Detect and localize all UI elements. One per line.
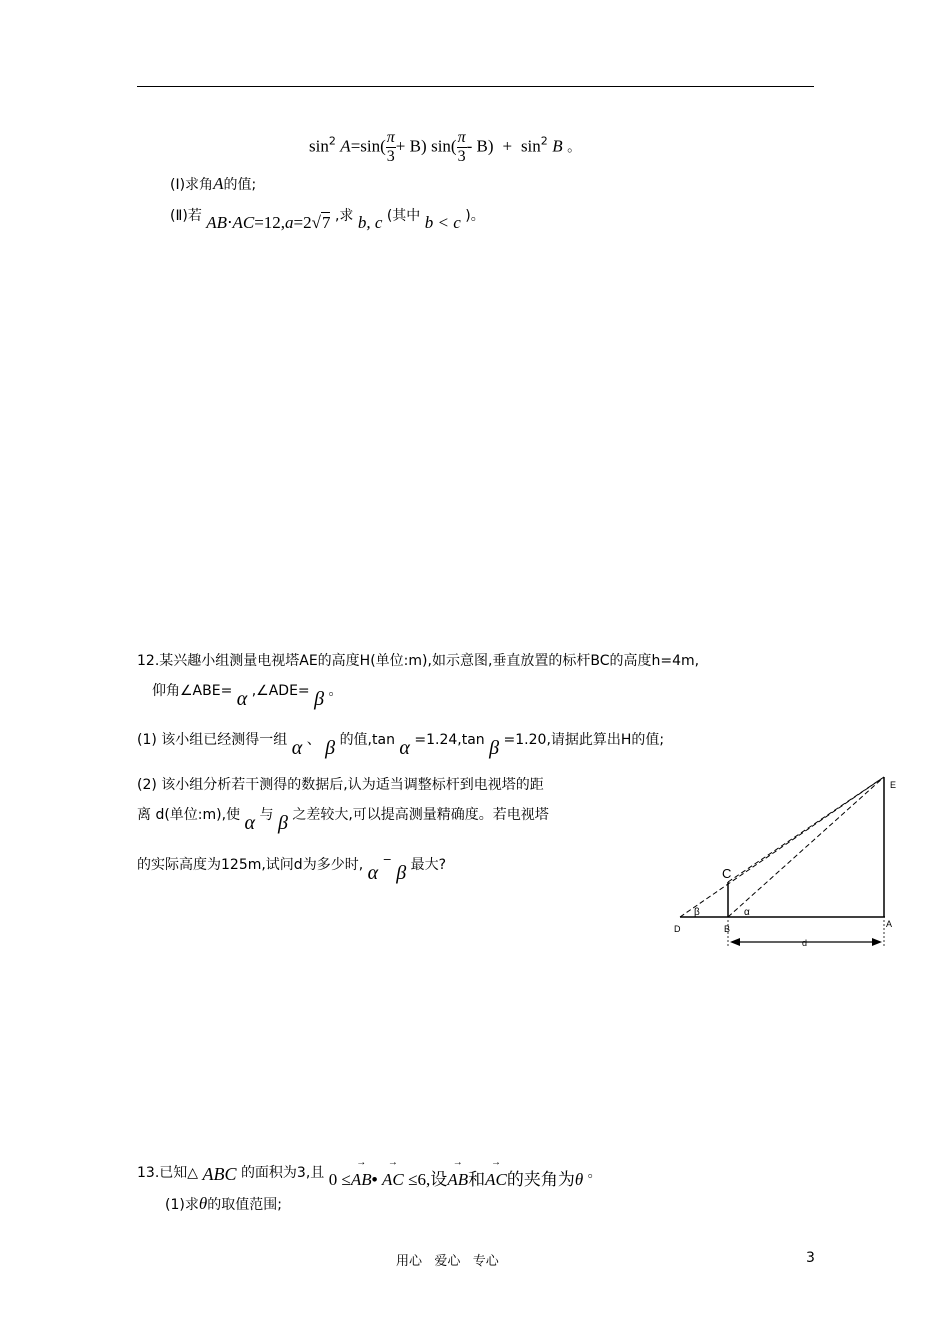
q12-part2-line2: 离 d(单位:m),使 α 与 β 之差较大,可以提高测量精确度。若电视塔 [137,807,549,834]
q12-part2-line3: 的实际高度为125m,试问d为多少时, α − β 最大? [137,853,447,884]
tower-diagram [670,770,910,960]
label-b: B [724,924,731,934]
q11-part2: (Ⅱ)若 AB⋅AC=12,a=2√7 ,求 b, c (其中 b < c )。 [170,208,485,232]
fraction-pi-3: $\frac{\pi}{3}$ [386,129,395,165]
sight-line-d [680,777,884,917]
q12-line1: 12.某兴趣小组测量电视塔AE的高度H(单位:m),如示意图,垂直放置的标杆BC的高度h=4m, [137,653,700,669]
footer-motto: 用心 爱心 专心 [396,1254,499,1269]
vector-ab-second: → AB [447,1157,469,1189]
d-arrow-right [872,938,882,946]
label-a: A [886,919,893,929]
page-number: 3 [806,1250,815,1266]
d-arrow-left [730,938,740,946]
label-c: C [722,866,732,881]
label-alpha: α [744,907,750,918]
q13-line1: 13.已知△ ABC 的面积为3,且 0 ≤ → AB• → AC ≤6,设 → AB和 → AC的夹角为θ 。 [137,1157,602,1189]
q11-part1: (Ⅰ)求角A的值; [170,174,257,193]
vector-ac-second: → AC [485,1157,507,1189]
vector-ac: → AC [382,1157,404,1189]
q12-part2-line1: (2) 该小组分析若干测得的数据后,认为适当调整标杆到电视塔的距 [137,777,544,793]
formula-top: $\sin^2 A=\sin$( $\frac{\pi}{3}$ + B) sin( $\frac{\pi}{3}$ - $B) + \sin^2 B$ 。 [309,129,582,165]
label-dist-d: d [802,938,808,948]
vector-ab: → AB [350,1157,372,1189]
label-d: D [674,924,681,934]
label-e: E [890,780,897,790]
fraction-pi-3-second: $\frac{\pi}{3}$ [457,129,466,165]
q13-part1: (1)求θ的取值范围; [165,1194,282,1213]
sight-line-b [728,777,884,917]
q12-line2: 仰角∠ABE= α ,∠ADE= β 。 [152,683,343,710]
q12-part1: (1) 该小组已经测得一组 α 、 β 的值,tan α =1.24,tan β =1.20,请据此算出H的值; [137,732,665,759]
label-beta: β [694,907,700,918]
header-rule [137,86,814,87]
